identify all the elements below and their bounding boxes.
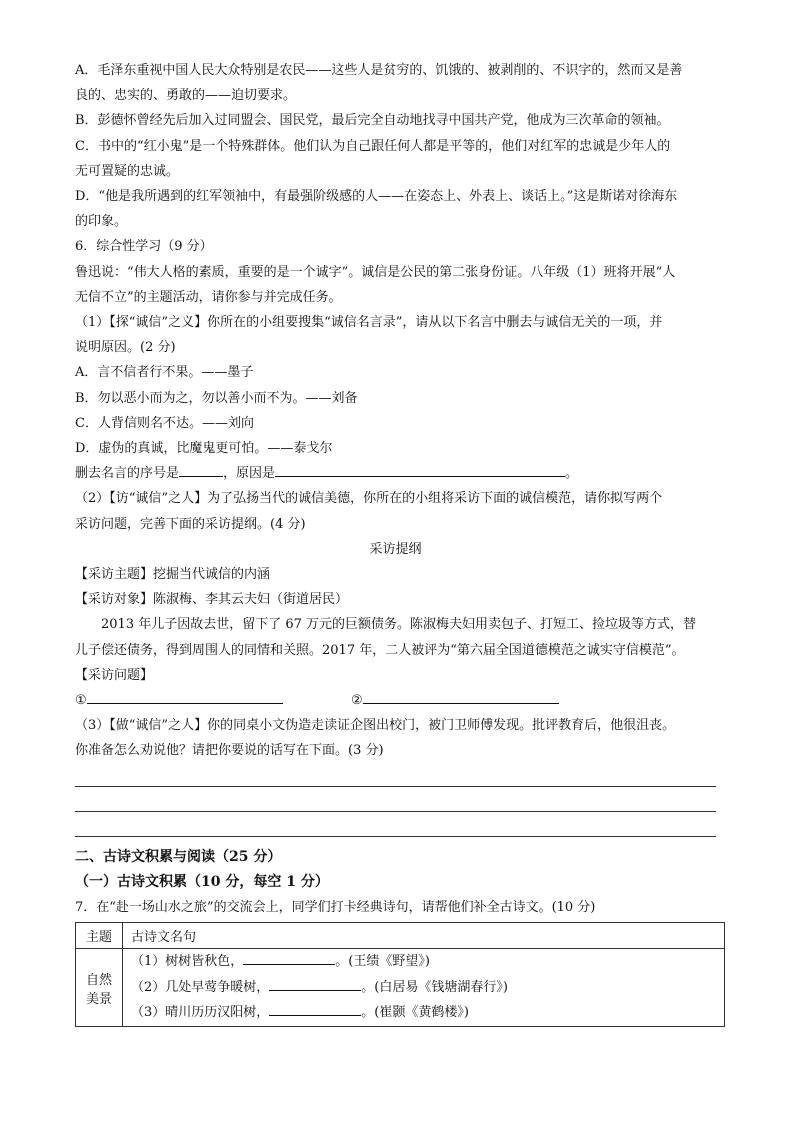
q6-block [75,234,716,836]
answer-prefix: 删去名言的序号是 [75,466,180,482]
interview-question-1 [75,688,351,713]
poem-line-1 [131,949,716,975]
q5-option-c-line2: 无可置疑的忠诚。 [75,163,180,179]
poem-line-3 [131,1000,716,1026]
outline-story-line2: 儿子偿还债务，得到周围人的同情和关照。2017 年，二人被评为“第六届全国道德模范之诚实守信模范”。 [75,642,685,658]
q6-intro-line2: 无信不立”的主题活动，请你参与并完成任务。 [75,289,342,305]
interview-question-2 [351,688,627,713]
q5-options [75,58,716,234]
poem-blank-1[interactable] [243,949,335,965]
outline-questions-label: 【采访问题】 [75,667,154,683]
outline-topic: 【采访主题】挖掘当代诚信的内涵 [75,567,271,583]
q5-option-a-line2: 良的、忠实的、勇敢的——迫切要求。 [75,88,297,104]
q6-task2-line2: 采访问题，完善下面的采访提纲。(4 分) [75,516,306,532]
poem-line-3-prefix: （3）晴川历历汉阳树， [131,1005,270,1021]
poem-line-2 [131,975,716,1001]
theme-line2: 美景 [85,991,112,1007]
q5-option-b: B．彭德怀曾经先后加入过同盟会、国民党，最后完全自动地找寻中国共产党，他成为三次革命的领袖。 [75,113,670,129]
answer-line-3[interactable] [75,812,716,837]
poem-lines-cell [123,949,725,1027]
q6-task1-answer-line [75,461,716,486]
q6-task3-line1: （3）【做“诚信”之人】你的同桌小文伪造走读证企图出校门，被门卫师傅发现。批评教育后，他很沮丧。 [75,718,676,734]
q6-task2-line1: （2）【访“诚信”之人】为了弘扬当代的诚信美德，你所在的小组将采访下面的诚信模范，请你拟写两个 [75,491,663,507]
q6-task3-line2: 你准备怎么劝说他？请把你要说的话写在下面。(3 分) [75,743,384,759]
theme-line1: 自然 [85,972,112,988]
q5-option-d-line2: 的印象。 [75,214,128,230]
theme-cell [76,949,123,1027]
answer-line-1[interactable] [75,764,716,787]
poem-line-2-source: 。(白居易《钱塘湖春行》) [361,979,508,995]
interview-questions-row [75,688,716,713]
q6-option-a: A．言不信者行不果。——墨子 [75,365,254,381]
poem-blank-2[interactable] [269,975,361,991]
poem-line-1-source: 。(王绩《野望》) [335,954,430,970]
poem-table-header [76,923,725,949]
poem-line-3-source: 。(崔颢《黄鹤楼》) [361,1005,469,1021]
q5-option-a-line1: A．毛泽东重视中国人民大众特别是农民——这些人是贫穷的、饥饿的、被剥削的、不识字的，然而又是善 [75,63,683,78]
answer-blank-number[interactable] [179,461,223,477]
q6-heading: 6．综合性学习（9 分） [75,239,213,255]
q5-option-c-line1: C．书中的“红小鬼”是一个特殊群体。他们认为自己跟任何人都是平等的，他们对红军的忠诚是少年人的 [75,138,671,154]
q6-intro-line1: 鲁迅说：“伟大人格的素质，重要的是一个诚字”。诚信是公民的第二张身份证。八年级（1）班将开展“人 [75,264,676,280]
answer-end: 。 [565,466,579,482]
q6-option-c: C．人背信则名不达。——刘向 [75,415,254,431]
q6-option-b: B．勿以恶小而为之，勿以善小而不为。——刘备 [75,390,358,406]
answer-line-2[interactable] [75,787,716,812]
task3-answer-lines [75,764,716,837]
question-blank-1[interactable] [87,688,283,704]
outline-story-line1: 2013 年儿子因故去世，留下了 67 万元的巨额债务。陈淑梅夫妇用卖包子、打短工、捡垃圾等方式，替 [101,617,697,633]
header-lines: 古诗文名句 [123,923,725,949]
poem-line-2-prefix: （2）几处早莺争暖树， [131,979,270,995]
outline-target: 【采访对象】陈淑梅、李其云夫妇（街道居民） [75,592,349,608]
section-two-subtitle: （一）古诗文积累（10 分，每空 1 分） [75,873,329,890]
poem-table [75,922,725,1027]
poem-line-1-prefix: （1）树树皆秋色， [131,954,244,970]
header-theme: 主题 [76,923,123,949]
q5-option-d-line1: D．“他是我所遇到的红军领袖中，有最强阶级感的人——在姿态上、外表上、谈话上。”这是斯诺对徐海东 [75,189,678,205]
q6-task1-line1: （1）【探“诚信”之义】你所在的小组要搜集“诚信名言录”，请从以下名言中删去与诚信无关的一项，并 [75,315,663,331]
poem-blank-3[interactable] [269,1000,361,1016]
answer-middle: ，原因是 [223,466,276,482]
section-two [75,845,716,1027]
question-mark-2: ② [351,693,363,709]
section-two-title: 二、古诗文积累与阅读（25 分） [75,848,282,865]
outline-title: 采访提纲 [369,541,422,557]
question-blank-2[interactable] [363,688,559,704]
poem-table-row [76,949,725,1027]
q6-task1-line2: 说明原因。(2 分) [75,340,176,356]
q7-prompt: 7．在“赴一场山水之旅”的交流会上，同学们打卡经典诗句，请帮他们补全古诗文。(10 分) [75,900,596,916]
question-mark-1: ① [75,693,87,709]
q6-option-d: D．虚伪的真诚，比魔鬼更可怕。——泰戈尔 [75,441,333,457]
answer-blank-reason[interactable] [275,461,565,477]
